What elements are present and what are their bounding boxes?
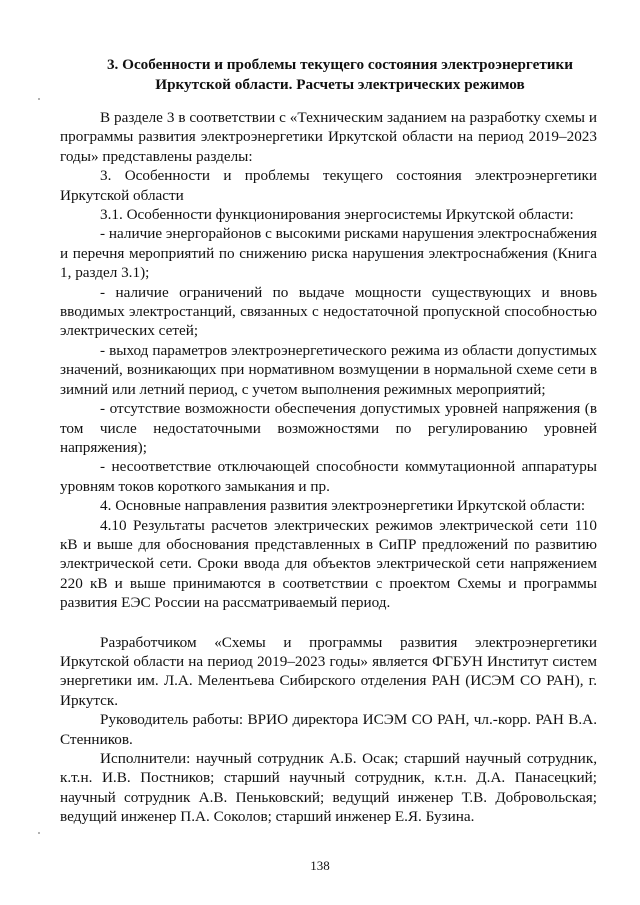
list-item-switching-equipment: - несоответствие отключающей способности коммутационной аппаратуры уровням токов короткого замыкания и пр. (60, 458, 597, 495)
paragraph-executors: Исполнители: научный сотрудник А.Б. Осак; старший научный сотрудник, к.т.н. И.В. Постников; старший научный сотрудник, к.т.н. Д.А. Панасецкий; научный сотрудник А.В. Пеньковский; ведущий инженер Т.В. Добровольская; ведущий инженер П.А. Соколов; старший инженер Е.Я. Бузина. (60, 750, 597, 826)
paragraph-section-4-10: 4.10 Результаты расчетов электрических режимов электрической сети 110 кВ и выше для обоснования представленных в СиПР предложений по развитию электрической сети. Сроки ввода для объектов электрической сети напряжением 220 кВ и выше принимаются в соответствии с проектом Схемы и программы развития ЕЭС России на рассматриваемый период. (60, 516, 597, 612)
paragraph-section-3-1: 3.1. Особенности функционирования энергосистемы Иркутской области: (100, 206, 574, 224)
list-item-voltage-levels: - отсутствие возможности обеспечения допустимых уровней напряжения (в том числе недостаточными возможностями по регулированию уровней напряжения); (60, 400, 597, 456)
paragraph-section-3: 3. Особенности и проблемы текущего состояния электроэнергетики Иркутской области (60, 167, 597, 204)
paragraph-project-lead: Руководитель работы: ВРИО директора ИСЭМ СО РАН, чл.-корр. РАН В.А. Стенников. (60, 711, 597, 748)
list-item-risk-areas: - наличие энергорайонов с высокими рисками нарушения электроснабжения и перечня мероприятий по снижению риска нарушения электроснабжения (Книга 1, раздел 3.1); (60, 225, 597, 282)
body-text (60, 108, 597, 827)
section-heading-line-1: 3. Особенности и проблемы текущего состояния электроэнергетики (106, 56, 574, 73)
section-heading (80, 55, 600, 95)
page-number: 138 (310, 858, 330, 873)
scan-speck (38, 832, 40, 834)
paragraph-intro: В разделе 3 в соответствии с «Техническим заданием на разработку схемы и программы развития электроэнергетики Иркутской области на период 2019–2023 годы» представлены разделы: (60, 109, 597, 165)
paragraph-developer: Разработчиком «Схемы и программы развития электроэнергетики Иркутской области на период 2019–2023 годы» является ФГБУН Институт систем энергетики им. Л.А. Мелентьева Сибирского отделения РАН (ИСЭМ СО РАН), г. Иркутск. (60, 633, 597, 709)
list-item-power-output-limits: - наличие ограничений по выдаче мощности существующих и вновь вводимых электростанций, связанных с недостаточной пропускной способностью электрических сетей; (60, 283, 597, 340)
paragraph-section-4: 4. Основные направления развития электроэнергетики Иркутской области: (100, 497, 586, 515)
scan-speck (38, 98, 40, 100)
list-item-regime-parameters: - выход параметров электроэнергетического режима из области допустимых значений, возникающих при нормативном возмущении в нормальной схеме сети в зимний или летний период, с учетом выполнения режимных мероприятий; (60, 341, 597, 398)
section-heading-line-2: Иркутской области. Расчеты электрических режимов (155, 76, 525, 93)
